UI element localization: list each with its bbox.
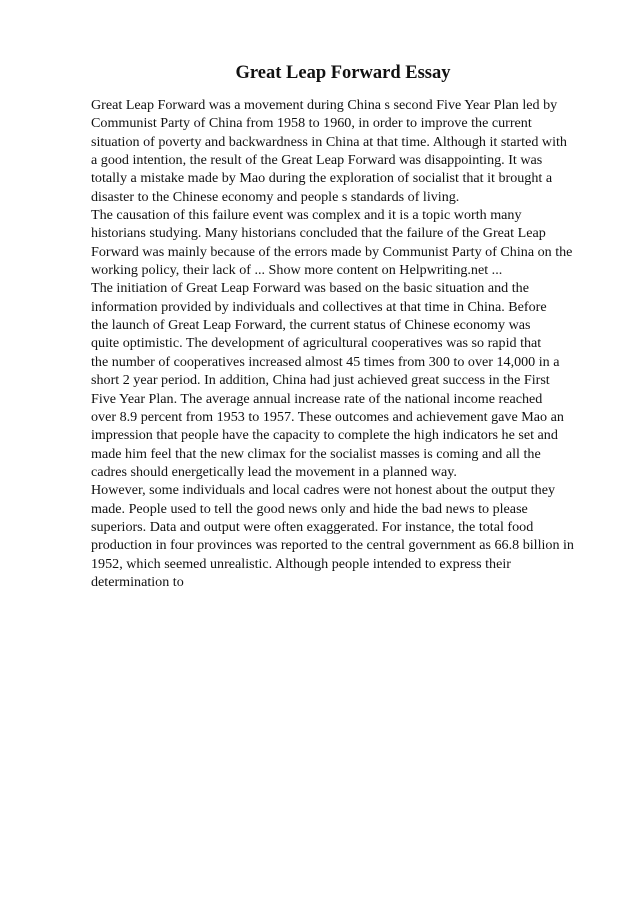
body-line: However, some individuals and local cadres were not honest about the output they xyxy=(91,482,556,499)
body-line: historians studying. Many historians concluded that the failure of the Great Leap xyxy=(91,225,546,242)
body-line: the number of cooperatives increased almost 45 times from 300 to over 14,000 in a xyxy=(91,353,560,370)
body-line: 1952, which seemed unrealistic. Although people intended to express their xyxy=(91,555,511,572)
body-line: short 2 year period. In addition, China had just achieved great success in the First xyxy=(91,372,550,389)
body-line: disaster to the Chinese economy and people s standards of living. xyxy=(91,188,460,205)
body-line: Great Leap Forward was a movement during China s second Five Year Plan led by xyxy=(91,97,558,113)
body-line: Communist Party of China from 1958 to 1960, in order to improve the current xyxy=(91,115,532,132)
body-line: information provided by individuals and collectives at that time in China. Before xyxy=(91,298,547,315)
body-line: situation of poverty and backwardness in China at that time. Although it started with xyxy=(91,133,567,150)
body-line: The causation of this failure event was complex and it is a topic worth many xyxy=(91,207,522,224)
body-line: The initiation of Great Leap Forward was based on the basic situation and the xyxy=(91,280,529,297)
body-line: production in four provinces was reported to the central government as 66.8 billion in xyxy=(91,537,574,554)
body-line: working policy, their lack of ... Show more content on Helpwriting.net ... xyxy=(91,262,503,279)
body-line: superiors. Data and output were often exaggerated. For instance, the total food xyxy=(91,518,534,535)
body-line: the launch of Great Leap Forward, the current status of Chinese economy was xyxy=(91,317,531,334)
body-line: a good intention, the result of the Great Leap Forward was disappointing. It was xyxy=(91,152,543,169)
body-line: quite optimistic. The development of agricultural cooperatives was so rapid that xyxy=(91,335,542,352)
body-line: Five Year Plan. The average annual increase rate of the national income reached xyxy=(91,390,543,407)
body-line: totally a mistake made by Mao during the exploration of socialist that it brought a xyxy=(91,170,553,187)
body-line: Forward was mainly because of the errors made by Communist Party of China on the xyxy=(91,243,573,260)
body-line: over 8.9 percent from 1953 to 1957. These outcomes and achievement gave Mao an xyxy=(91,408,564,425)
body-line: impression that people have the capacity to complete the high indicators he set and xyxy=(91,427,558,444)
body-line: determination to xyxy=(91,573,184,590)
body-line: made. People used to tell the good news only and hide the bad news to please xyxy=(91,500,528,517)
body-line: cadres should energetically lead the movement in a planned way. xyxy=(91,463,457,480)
body-line: made him feel that the new climax for the socialist masses is coming and all the xyxy=(91,445,541,462)
document-body xyxy=(91,96,591,591)
document-title: Great Leap Forward Essay xyxy=(235,63,451,83)
